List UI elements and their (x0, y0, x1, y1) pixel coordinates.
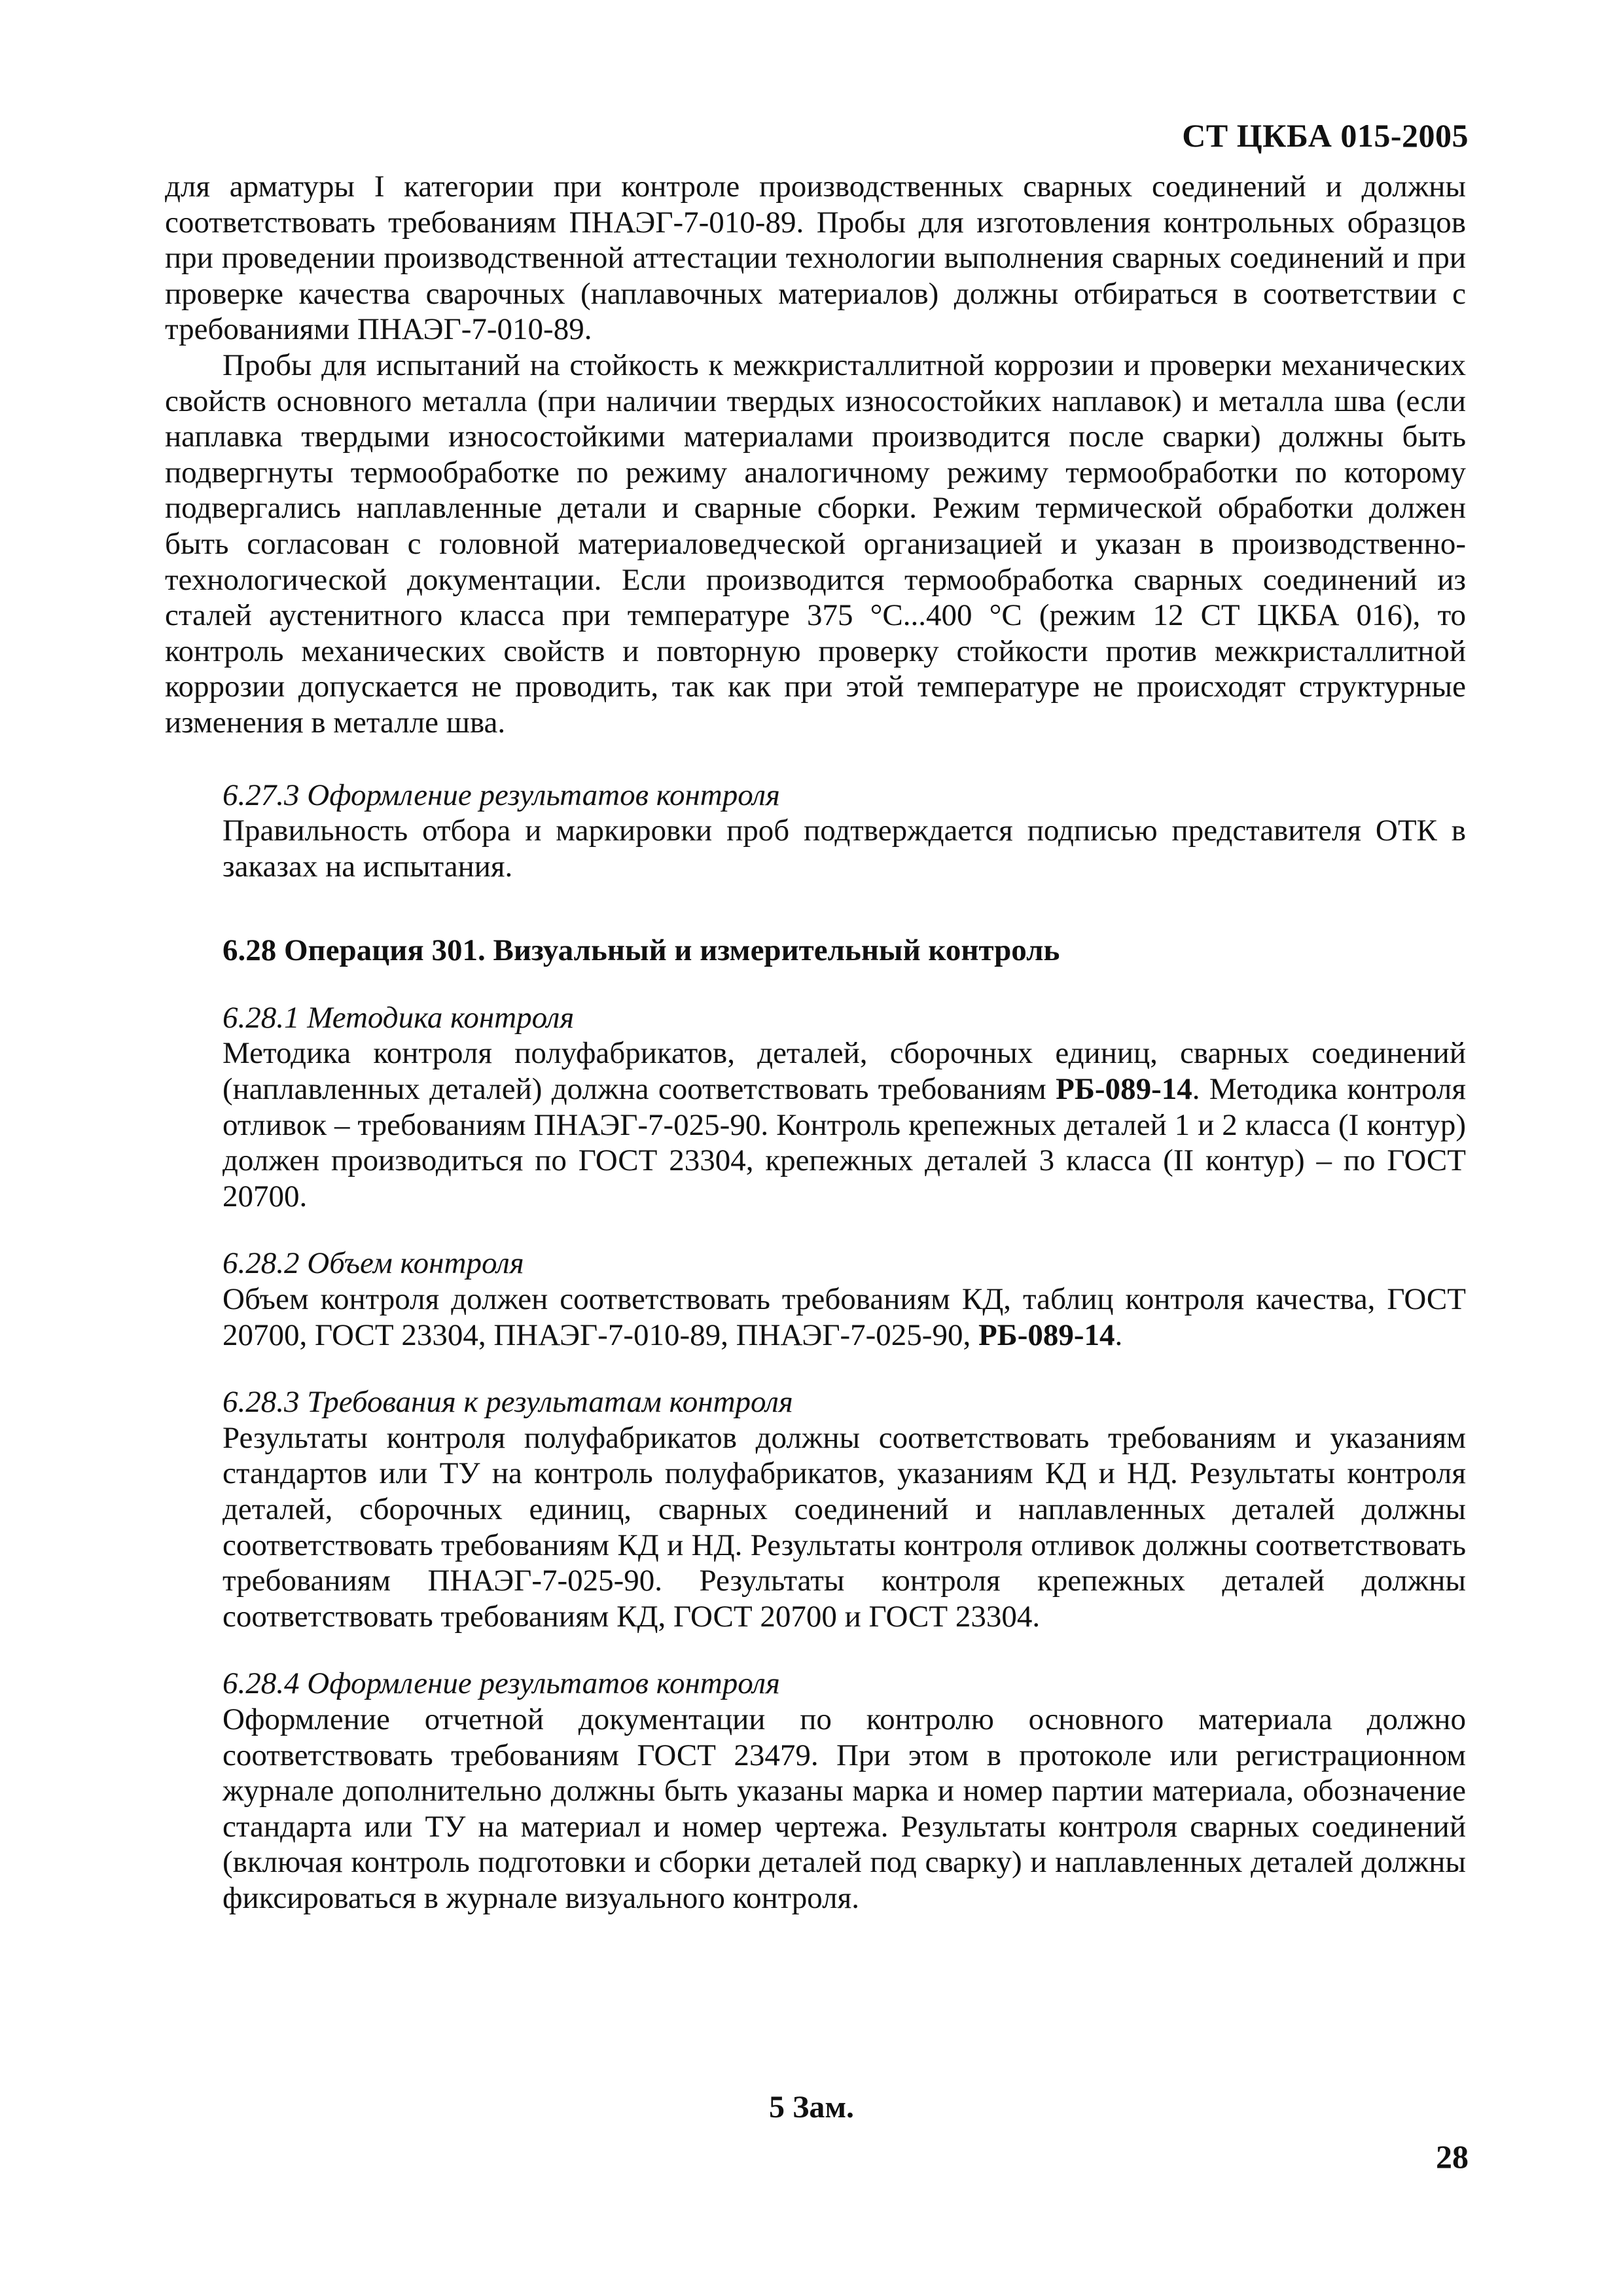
document-reference-bold: РБ-089-14 (978, 1318, 1115, 1352)
section-title-6-28: 6.28 Операция 301. Визуальный и измерительный контроль (223, 933, 1060, 968)
text-run: Объем контроля должен соответствовать требованиям КД, таблиц контроля качества, ГОСТ 20700, ГОСТ 23304, ПНАЭГ-7-010-89, ПНАЭГ-7-025-90, (223, 1282, 1466, 1352)
document-code-header: СТ ЦКБА 015-2005 (1182, 117, 1469, 154)
subsection-body-6-27-3: Правильность отбора и маркировки проб подтверждается подписью представителя ОТК в заказах на испытания. (223, 814, 1466, 884)
subsection-title-6-28-4: 6.28.4 Оформление результатов контроля (223, 1666, 780, 1701)
change-mark: 5 Зам. (768, 2090, 855, 2125)
paragraph-samples-heat-treatment: Пробы для испытаний на стойкость к межкристаллитной коррозии и проверки механических свойств основного металла (при наличии твердых износостойких наплавок) и металла шва (если наплавка твердыми износостойкими материалами производится после сварки) должны быть подвергнуты термообработке по режиму аналогичному режиму термообработки по которому подвергались наплавленные детали и сварные сборки. Режим термической обработки должен быть согласован с головной материаловедческой организацией и указан в производственно-технологической документации. Если производится термообработка сварных соединений из сталей аустенитного класса при температуре 375 °С...400 °С (режим 12 СТ ЦКБА 016), то контроль механических свойств и повторную проверку стойкости против межкристаллитной коррозии допускается не проводить, так как при этой температуре не происходят структурные изменения в металле шва. (165, 348, 1466, 740)
paragraph-continued: для арматуры I категории при контроле производственных сварных соединений и должны соответствовать требованиям ПНАЭГ-7-010-89. Пробы для изготовления контрольных образцов при проведении производственной аттестации технологии выполнения сварных соединений и при проверке качества сварочных (наплавочных материалов) должны отбираться в соответствии с требованиями ПНАЭГ-7-010-89. (165, 170, 1466, 347)
document-reference-bold: РБ-089-14 (1056, 1072, 1192, 1107)
page-number: 28 (1436, 2138, 1469, 2175)
text-run: . Методика контроля отливок – требованиям ПНАЭГ-7-025-90. Контроль крепежных деталей 1 и 2 класса (I контур) должен производиться по ГОСТ 23304, крепежных деталей 3 класса (II контур) – по ГОСТ 20700. (223, 1072, 1466, 1213)
subsection-body-6-28-4: Оформление отчетной документации по контролю основного материала должно соответствовать требованиям ГОСТ 23479. При этом в протоколе или регистрационном журнале дополнительно должны быть указаны марка и номер партии материала, обозначение стандарта или ТУ на материал и номер чертежа. Результаты контроля сварных соединений (включая контроль подготовки и сборки деталей под сварку) и наплавленных деталей должны фиксироваться в журнале визуального контроля. (223, 1702, 1466, 1915)
text-run: Методика контроля полуфабрикатов, деталей, сборочных единиц, сварных соединений (наплавленных деталей) должна соответствовать требованиям (223, 1036, 1466, 1107)
subsection-body-6-28-3: Результаты контроля полуфабрикатов должны соответствовать требованиям и указаниям стандартов или ТУ на контроль полуфабрикатов, указаниям КД и НД. Результаты контроля деталей, сборочных единиц, сварных соединений и наплавленных деталей должны соответствовать требованиям КД и НД. Результаты контроля отливок должны соответствовать требованиям ПНАЭГ-7-025-90. Результаты контроля крепежных деталей должны соответствовать требованиям КД, ГОСТ 20700 и ГОСТ 23304. (223, 1420, 1466, 1634)
subsection-title-6-27-3: 6.27.3 Оформление результатов контроля (223, 778, 780, 812)
subsection-title-6-28-2: 6.28.2 Объем контроля (223, 1246, 524, 1281)
text-run: . (1115, 1318, 1123, 1352)
subsection-title-6-28-3: 6.28.3 Требования к результатам контроля (223, 1385, 793, 1420)
document-body (165, 169, 1466, 1916)
subsection-title-6-28-1: 6.28.1 Методика контроля (223, 1000, 575, 1035)
subsection-body-6-28-1 (165, 1035, 1466, 1214)
subsection-body-6-28-2 (165, 1282, 1466, 1353)
